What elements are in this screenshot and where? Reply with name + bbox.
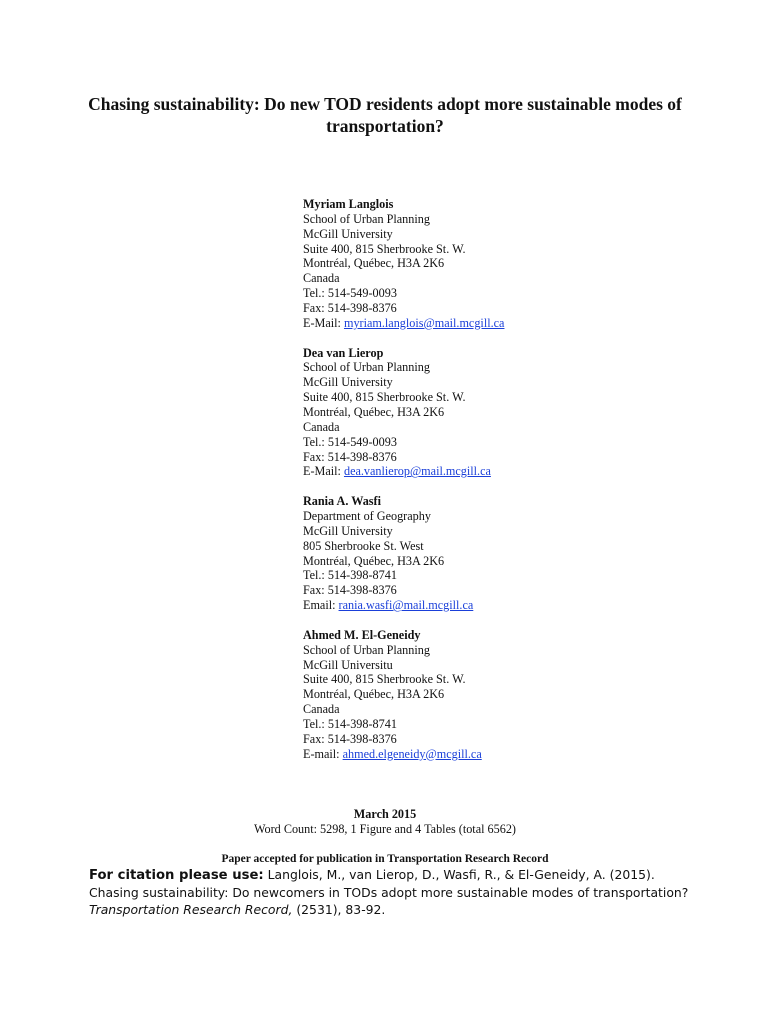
author-address-line: Suite 400, 815 Sherbrooke St. W. — [303, 672, 466, 687]
author-address-line: Montréal, Québec, H3A 2K6 — [303, 256, 445, 271]
author-fax: Fax: 514-398-8376 — [303, 731, 397, 746]
author-fax: Fax: 514-398-8376 — [303, 300, 397, 315]
author-affiliation-line: School of Urban Planning — [303, 360, 430, 375]
author-name: Rania A. Wasfi — [303, 494, 381, 509]
author-address-line: Montréal, Québec, H3A 2K6 — [303, 404, 445, 419]
email-label: E-Mail: — [303, 315, 344, 330]
author-affiliation-line: McGill Universitu — [303, 657, 393, 672]
citation-text: Langlois, M., van Lierop, D., Wasfi, R., & El-Geneidy, A. (2015). Chasing sustainability: Do newcomers in TODs adopt more sustainable modes of transportation? — [89, 867, 689, 900]
author-block — [303, 197, 504, 331]
author-name: Myriam Langlois — [303, 197, 394, 211]
author-name: Dea van Lierop — [303, 345, 384, 360]
author-phone: Tel.: 514-549-0093 — [303, 286, 397, 301]
author-name: Ahmed M. El-Geneidy — [303, 627, 421, 642]
author-address-line: Montréal, Québec, H3A 2K6 — [303, 553, 445, 568]
author-phone: Tel.: 514-398-8741 — [303, 568, 397, 583]
email-link[interactable]: myriam.langlois@mail.mcgill.ca — [343, 315, 505, 330]
author-email-line — [303, 464, 504, 479]
submission-date: March 2015 — [353, 807, 417, 821]
citation-tail: (2531), 83-92. — [292, 902, 386, 917]
submission-info — [0, 807, 770, 837]
author-address-line: Suite 400, 815 Sherbrooke St. W. — [303, 241, 466, 256]
author-fax: Fax: 514-398-8376 — [303, 583, 397, 598]
email-link[interactable]: dea.vanlierop@mail.mcgill.ca — [343, 464, 491, 479]
author-email-line — [303, 747, 504, 762]
author-email-line — [303, 316, 504, 331]
author-affiliation-line: McGill University — [303, 523, 393, 538]
word-count: Word Count: 5298, 1 Figure and 4 Tables (total 6562) — [254, 822, 516, 836]
author-list — [303, 197, 504, 762]
citation-label: For citation please use: — [89, 868, 264, 883]
author-affiliation-line: McGill University — [303, 226, 393, 241]
author-address-line: Montréal, Québec, H3A 2K6 — [303, 687, 445, 702]
author-affiliation-line: School of Urban Planning — [303, 211, 430, 226]
author-fax: Fax: 514-398-8376 — [303, 449, 397, 464]
author-phone: Tel.: 514-398-8741 — [303, 717, 397, 731]
email-label: E-Mail: — [303, 464, 344, 479]
author-block — [303, 494, 504, 613]
author-affiliation-line: McGill University — [303, 375, 393, 390]
author-affiliation-line: Department of Geography — [303, 509, 431, 524]
author-address-line: Canada — [303, 702, 340, 717]
author-address-line: Canada — [303, 419, 340, 434]
email-label: Email: — [303, 598, 339, 613]
email-link[interactable]: ahmed.elgeneidy@mcgill.ca — [342, 746, 482, 761]
author-block — [303, 346, 504, 480]
author-phone: Tel.: 514-549-0093 — [303, 434, 397, 449]
email-label: E-mail: — [303, 746, 343, 761]
email-link[interactable]: rania.wasfi@mail.mcgill.ca — [338, 598, 474, 613]
citation-journal: Transportation Research Record, — [89, 902, 293, 917]
author-address-line: Suite 400, 815 Sherbrooke St. W. — [303, 390, 466, 405]
acceptance-note: Paper accepted for publication in Transportation Research Record — [221, 853, 549, 865]
paper-title: Chasing sustainability: Do new TOD residents adopt more sustainable modes of transportation? — [88, 94, 682, 136]
author-address-line: 805 Sherbrooke St. West — [303, 538, 424, 553]
author-email-line — [303, 598, 504, 613]
citation-note — [89, 866, 689, 918]
author-address-line: Canada — [303, 271, 340, 286]
author-affiliation-line: School of Urban Planning — [303, 642, 430, 657]
author-block — [303, 628, 504, 762]
